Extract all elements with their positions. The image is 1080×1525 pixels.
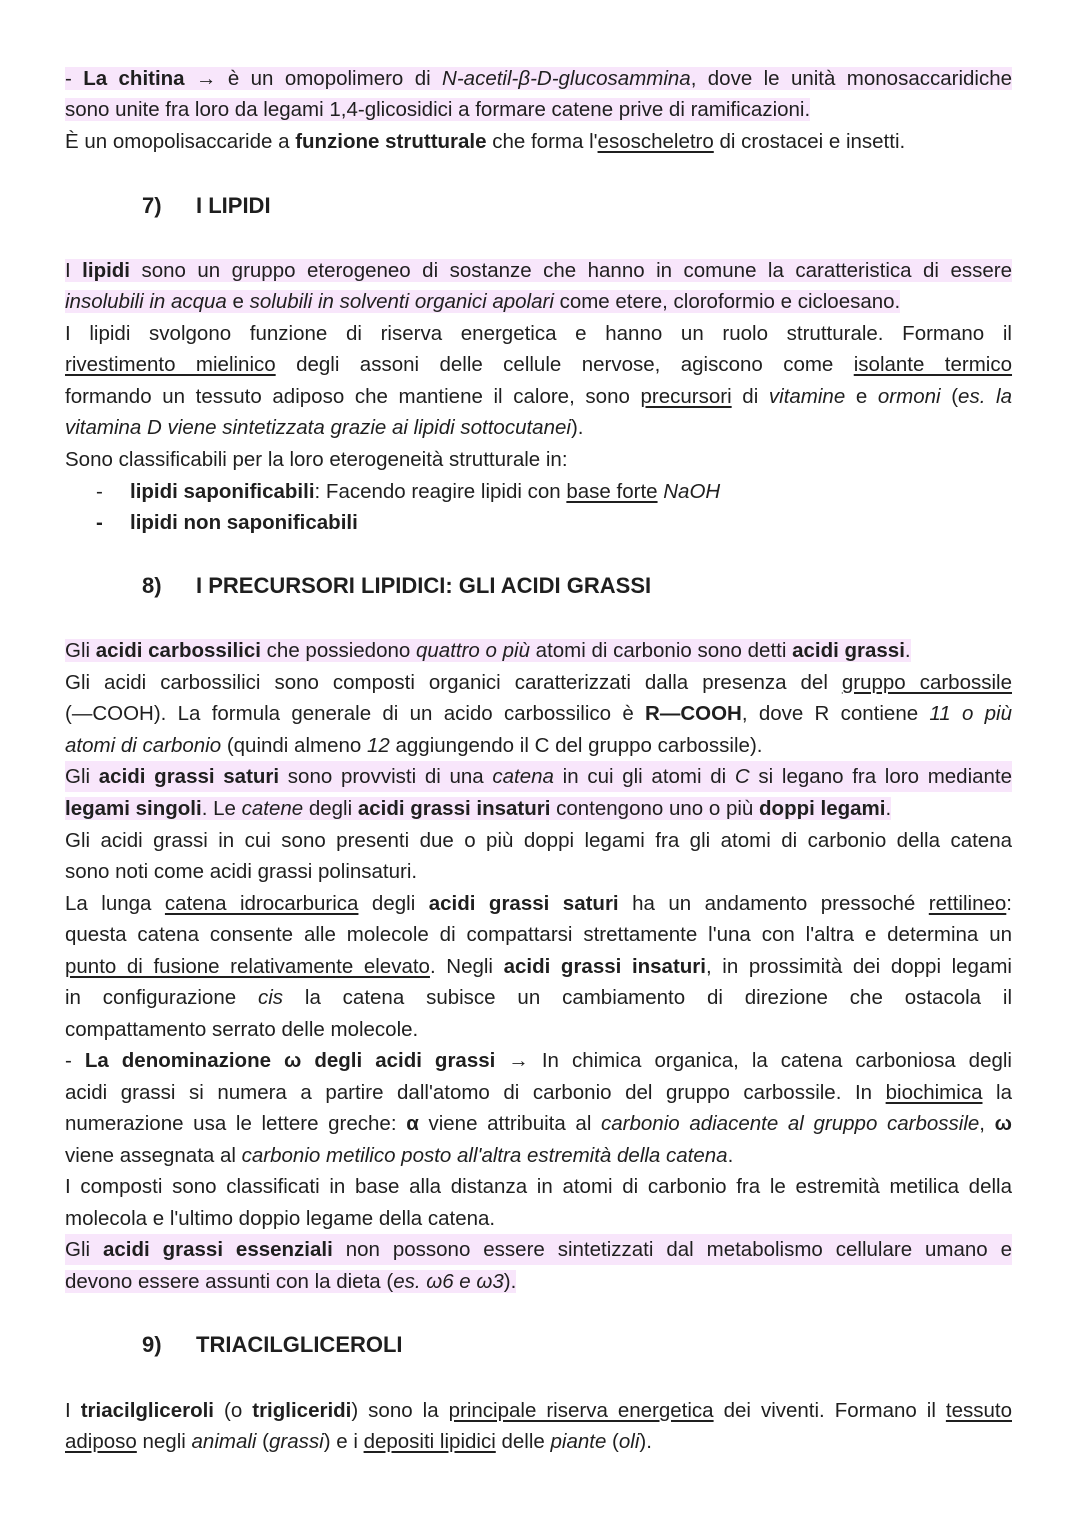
chitina-line-2: sono unite fra loro da legami 1,4-glicosidici a formare catene prive di ramificazioni. [65, 98, 811, 121]
lipidi-line-3: I lipidi svolgono funzione di riserva energetica e hanno un ruolo strutturale. Formano il [65, 322, 1012, 345]
acidi-line-14: - La denominazione ω degli acidi grassi → In chimica organica, la catena carboniosa degli [65, 1049, 1012, 1072]
acidi-line-19: molecola e l'ultimo doppio legame della catena. [65, 1207, 496, 1230]
acidi-line-18: I composti sono classificati in base alla distanza in atomi di carbonio fra le estremità metilica della [65, 1175, 1012, 1198]
acidi-line-13: compattamento serrato delle molecole. [65, 1018, 419, 1041]
acidi-line-16: numerazione usa le lettere greche: α viene attribuita al carbonio adiacente al gruppo carbossile, ω [65, 1112, 1012, 1135]
lipidi-line-4: rivestimento mielinico degli assoni delle cellule nervose, agiscono come isolante termico [65, 353, 1013, 376]
acidi-line-20: Gli acidi grassi essenziali non possono essere sintetizzati dal metabolismo cellulare umano e [65, 1234, 1012, 1265]
acidi-line-2: Gli acidi carbossilici sono composti organici caratterizzati dalla presenza del gruppo carbossile [65, 671, 1012, 694]
lipidi-line-7: Sono classificabili per la loro eterogeneità strutturale in: [65, 448, 568, 471]
acidi-line-8: sono noti come acidi grassi polinsaturi. [65, 860, 418, 883]
chitina-line-1: - La chitina → è un omopolimero di N-acetil-β-D-glucosammina, dove le unità monosaccaridiche [65, 67, 1013, 90]
section-8-heading: 8) I PRECURSORI LIPIDICI: GLI ACIDI GRASSI [142, 573, 652, 598]
lipidi-line-6: vitamina D viene sintetizzata grazie ai lipidi sottocutanei). [65, 416, 584, 439]
acidi-line-12: in configurazione cis la catena subisce un cambiamento di direzione che ostacola il [65, 986, 1012, 1009]
acidi-line-10: questa catena consente alle molecole di compattarsi strettamente l'una con l'altra e determina un [65, 923, 1012, 946]
acidi-line-1: Gli acidi carbossilici che possiedono quattro o più atomi di carbonio sono detti acidi grassi. [65, 639, 911, 662]
chitina-line-3: È un omopolisaccaride a funzione strutturale che forma l'esoscheletro di crostacei e insetti. [65, 130, 906, 153]
acidi-line-7: Gli acidi grassi in cui sono presenti due o più doppi legami fra gli atomi di carbonio della catena [65, 829, 1012, 852]
tag-line-2: adiposo negli animali (grassi) e i depositi lipidici delle piante (oli). [65, 1430, 652, 1453]
acidi-line-5: Gli acidi grassi saturi sono provvisti di una catena in cui gli atomi di C si legano fra loro mediante [65, 761, 1012, 792]
lipidi-line-1: I lipidi sono un gruppo eterogeneo di sostanze che hanno in comune la caratteristica di essere [65, 259, 1012, 282]
acidi-line-11: punto di fusione relativamente elevato. Negli acidi grassi insaturi, in prossimità dei doppi legami [65, 955, 1012, 978]
tag-line-1: I triacilglicerolі (o trigliceridi) sono la principale riserva energetica dei viventi. Formano il tessuto [65, 1399, 1012, 1422]
section-7-heading: 7) I LIPIDI [142, 193, 271, 218]
acidi-line-4: atomi di carbonio (quindi almeno 12 aggiungendo il C del gruppo carbossile). [65, 734, 763, 757]
acidi-line-15: acidi grassi si numera a partire dall'atomo di carbonio del gruppo carbossile. In biochimica la [65, 1081, 1013, 1104]
lipidi-line-5: formando un tessuto adiposo che mantiene il calore, sono precursori di vitamine e ormoni (es. la [65, 385, 1012, 408]
acidi-line-17: viene assegnata al carbonio metilico posto all'altra estremità della catena. [65, 1144, 734, 1167]
acidi-line-6: legami singoli. Le catene degli acidi grassi insaturi contengono uno o più doppi legami. [65, 797, 892, 820]
lipidi-line-2: insolubili in acqua e solubili in solventi organici apolari come etere, cloroformio e cicloesano. [65, 290, 901, 313]
list-item-non-saponificabili: - lipidi non saponificabili [96, 511, 358, 534]
acidi-line-9: La lunga catena idrocarburica degli acidi grassi saturi ha un andamento pressoché rettilineo: [65, 892, 1012, 915]
section-9-heading: 9) TRIACILGLICEROLI [142, 1332, 403, 1357]
list-item-saponificabili: - lipidi saponificabili: Facendo reagire lipidi con base forte NaOH [96, 480, 721, 503]
acidi-line-21: devono essere assunti con la dieta (es. ω6 e ω3). [65, 1270, 517, 1293]
acidi-line-3: (—COOH). La formula generale di un acido carbossilico è R—COOH, dove R contiene 11 o più [65, 702, 1012, 725]
